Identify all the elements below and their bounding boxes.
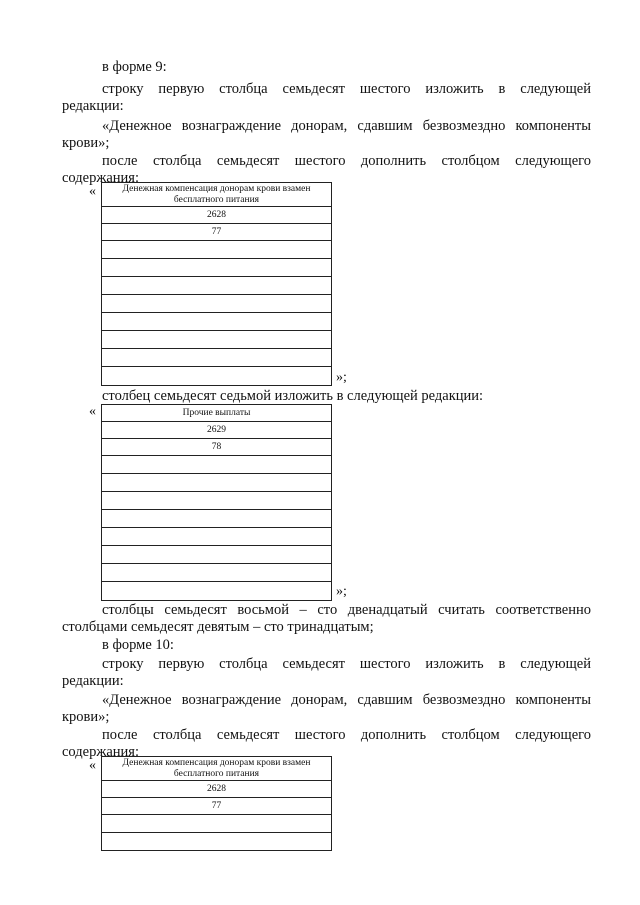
quote-open: « xyxy=(89,404,96,419)
table-empty-cell xyxy=(102,331,332,349)
quote-open: « xyxy=(89,758,96,773)
table-header-cell: Денежная компенсация донорам крови взамен бесплатного питания xyxy=(102,183,332,207)
table-header-cell: Прочие выплаты xyxy=(102,405,332,422)
table-empty-cell xyxy=(102,492,332,510)
quote-close: »; xyxy=(336,584,347,599)
paragraph-instruction-line: строку первую столбца семьдесят шестого изложить в следующей xyxy=(102,656,591,672)
table-column-number-cell: 77 xyxy=(102,798,332,815)
paragraph-instruction-line: после столбца семьдесят шестого дополнить столбцом следующего xyxy=(102,727,591,743)
quote-close: »; xyxy=(336,370,347,385)
table-empty-cell xyxy=(102,456,332,474)
paragraph-quote-line: крови»; xyxy=(62,709,110,725)
table-header-cell: Денежная компенсация донорам крови взамен бесплатного питания xyxy=(102,757,332,781)
table-empty-cell xyxy=(102,259,332,277)
paragraph-instruction-line: строку первую столбца семьдесят шестого изложить в следующей xyxy=(102,81,591,97)
table-empty-cell xyxy=(102,564,332,582)
table-empty-cell xyxy=(102,367,332,386)
table-empty-cell xyxy=(102,295,332,313)
paragraph-quote-line: «Денежное вознаграждение донорам, сдавшим безвозмездно компоненты xyxy=(102,692,591,708)
table-empty-cell xyxy=(102,528,332,546)
paragraph-form9-heading: в форме 9: xyxy=(102,59,167,75)
table-code-cell: 2628 xyxy=(102,781,332,798)
form-table-2 xyxy=(101,404,332,601)
paragraph-quote-line: «Денежное вознаграждение донорам, сдавшим безвозмездно компоненты xyxy=(102,118,591,134)
paragraph-instruction-line: столбцами семьдесят девятым – сто тринадцатым; xyxy=(62,619,374,635)
paragraph-instruction-line: столбец семьдесят седьмой изложить в следующей редакции: xyxy=(102,388,484,404)
table-empty-cell xyxy=(102,241,332,259)
table-empty-cell xyxy=(102,313,332,331)
paragraph-instruction-line: содержания: xyxy=(62,744,140,760)
table-empty-cell xyxy=(102,349,332,367)
table-code-cell: 2628 xyxy=(102,207,332,224)
table-empty-cell xyxy=(102,815,332,833)
table-empty-cell xyxy=(102,833,332,851)
table-empty-cell xyxy=(102,582,332,601)
quote-open: « xyxy=(89,184,96,199)
form-table-1 xyxy=(101,182,332,386)
table-code-cell: 2629 xyxy=(102,422,332,439)
table-column-number-cell: 78 xyxy=(102,439,332,456)
table-column-number-cell: 77 xyxy=(102,224,332,241)
paragraph-instruction-line: содержания: xyxy=(62,170,140,186)
paragraph-instruction-line: редакции: xyxy=(62,98,124,114)
paragraph-instruction-line: столбцы семьдесят восьмой – сто двенадцатый считать соответственно xyxy=(102,602,591,618)
table-empty-cell xyxy=(102,510,332,528)
paragraph-instruction-line: редакции: xyxy=(62,673,124,689)
form-table-3 xyxy=(101,756,332,851)
table-empty-cell xyxy=(102,474,332,492)
paragraph-form10-heading: в форме 10: xyxy=(102,637,174,653)
paragraph-quote-line: крови»; xyxy=(62,135,110,151)
table-empty-cell xyxy=(102,546,332,564)
paragraph-instruction-line: после столбца семьдесят шестого дополнить столбцом следующего xyxy=(102,153,591,169)
table-empty-cell xyxy=(102,277,332,295)
